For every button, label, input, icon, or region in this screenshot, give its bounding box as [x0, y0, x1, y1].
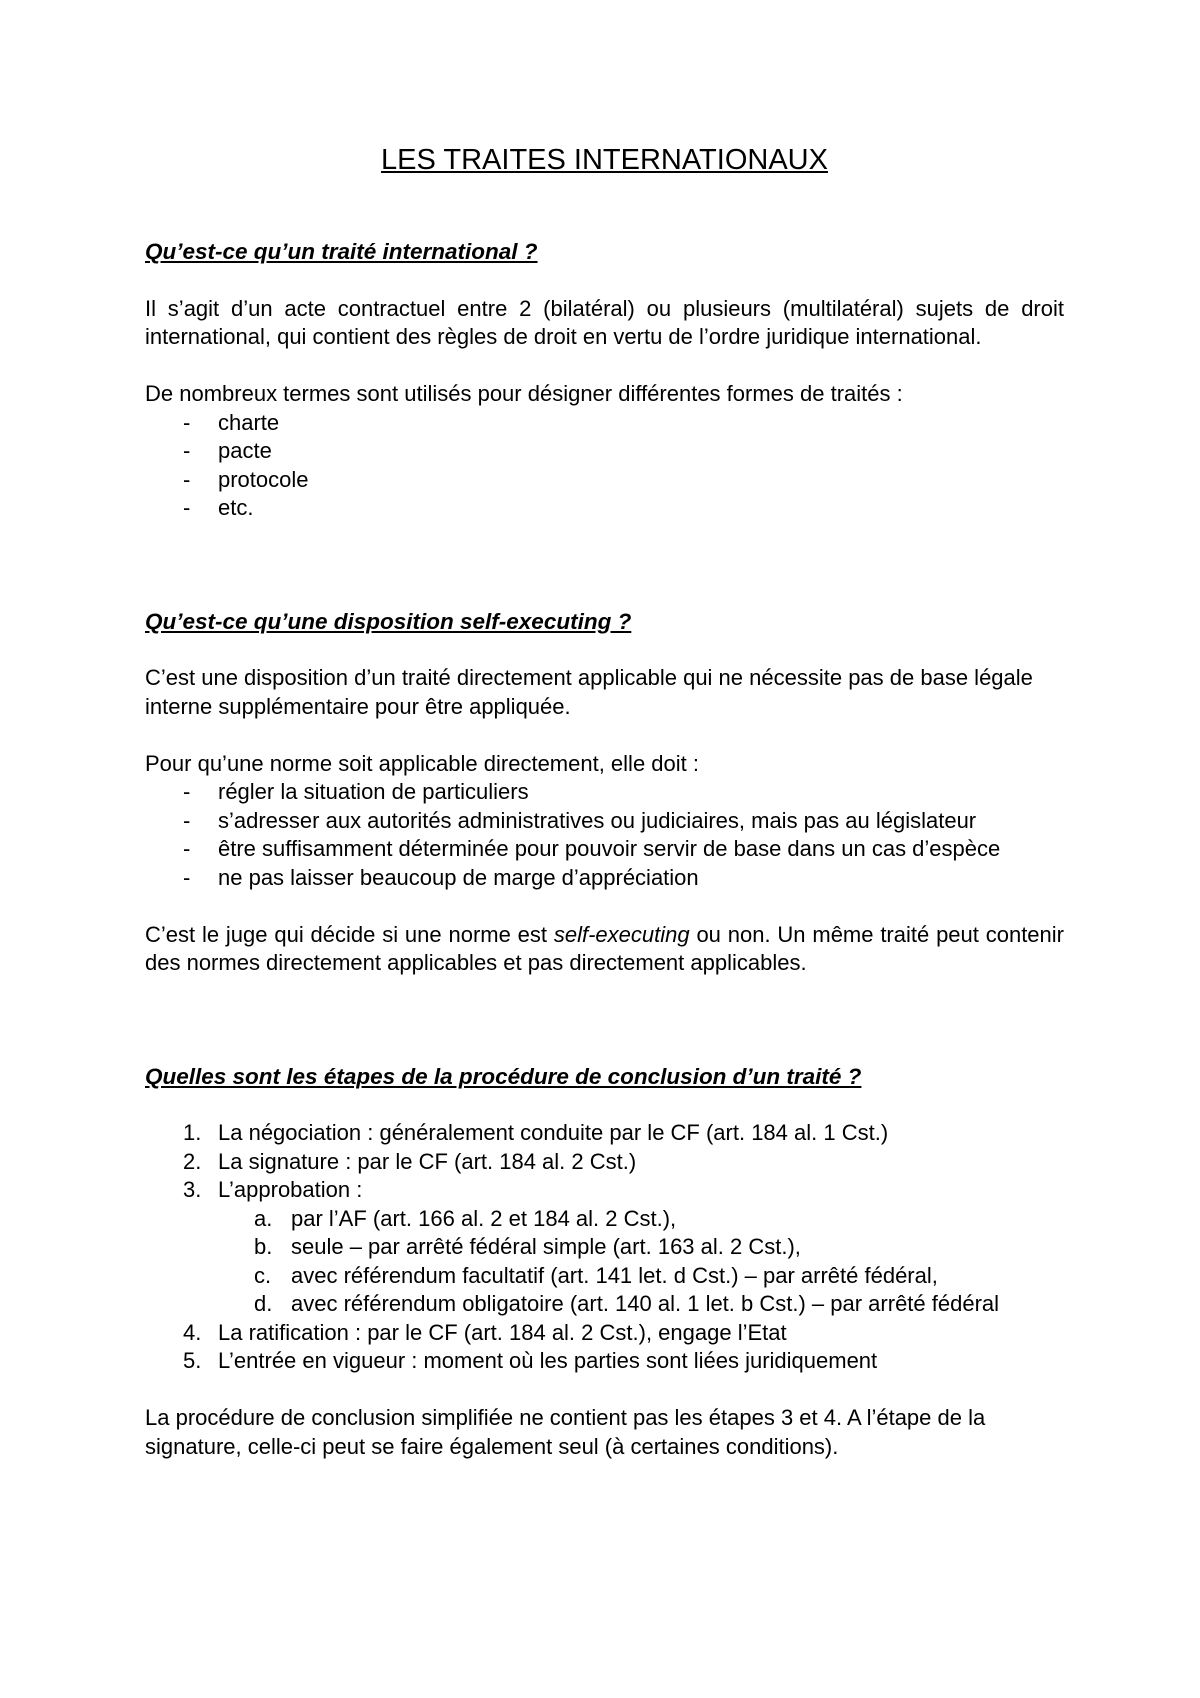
paragraph: Il s’agit d’un acte contractuel entre 2 (bilatéral) ou plusieurs (multilatéral) sujets de droit international, qui contient des règles de droit en vertu de l’ordre juridique international.: [145, 295, 1064, 349]
section-heading: Qu’est-ce qu’un traité international ?: [145, 239, 538, 264]
dash-bullet: -: [183, 864, 191, 890]
list-item: 5. L’entrée en vigueur : moment où les parties sont liées juridiquement: [183, 1348, 878, 1373]
list-item: b. seule – par arrêté fédéral simple (art. 163 al. 2 Cst.),: [254, 1234, 801, 1259]
paragraph: De nombreux termes sont utilisés pour désigner différentes formes de traités :: [145, 381, 903, 406]
list-item: - charte: [145, 409, 1064, 438]
list-item: 4. La ratification : par le CF (art. 184 al. 2 Cst.), engage l’Etat: [183, 1319, 787, 1345]
lettered-list: [145, 1205, 1064, 1319]
list-item: - etc.: [145, 494, 1064, 523]
paragraph: Pour qu’une norme soit applicable directement, elle doit :: [145, 750, 699, 776]
dash-bullet: -: [183, 779, 191, 804]
paragraph: La procédure de conclusion simplifiée ne contient pas les étapes 3 et 4. A l’étape de la signature, celle-ci peut se faire également seul (à certaines conditions).: [145, 1405, 986, 1459]
list-item: - s’adresser aux autorités administratives ou judiciaires, mais pas au législateur: [145, 807, 1064, 836]
dash-bullet: -: [183, 807, 191, 833]
section-heading: Qu’est-ce qu’une disposition self-executing ?: [145, 608, 632, 634]
section-heading: Quelles sont les étapes de la procédure de conclusion d’un traité ?: [145, 1063, 862, 1089]
dash-bullet: -: [183, 438, 191, 463]
bullet-list: [145, 409, 1064, 523]
list-item: c. avec référendum facultatif (art. 141 let. d Cst.) – par arrêté fédéral,: [254, 1262, 938, 1288]
paragraph: C’est une disposition d’un traité directement applicable qui ne nécessite pas de base légale interne supplémentaire pour être appliquée.: [145, 665, 1033, 719]
bullet-list: [145, 778, 1064, 892]
emphasis-term: self-executing: [553, 921, 690, 947]
list-item: - pacte: [145, 437, 1064, 466]
numbered-list: [145, 1319, 1064, 1376]
page-title: LES TRAITES INTERNATIONAUX: [381, 144, 828, 176]
list-item: 2. La signature : par le CF (art. 184 al. 2 Cst.): [183, 1148, 637, 1174]
section-procedure-conclusion: [145, 1063, 1064, 1462]
section-traite-international: [145, 238, 1064, 523]
dash-bullet: -: [183, 495, 191, 520]
numbered-list: [145, 1119, 1064, 1205]
dash-bullet: -: [183, 466, 191, 492]
list-item: - régler la situation de particuliers: [145, 778, 1064, 807]
dash-bullet: -: [183, 409, 191, 435]
dash-bullet: -: [183, 836, 191, 861]
list-item: - être suffisamment déterminée pour pouvoir servir de base dans un cas d’espèce: [145, 835, 1064, 864]
list-item: - ne pas laisser beaucoup de marge d’appréciation: [145, 864, 1064, 893]
list-item: 3. L’approbation :: [183, 1177, 363, 1202]
section-self-executing: [145, 608, 1064, 978]
list-item: d. avec référendum obligatoire (art. 140 al. 1 let. b Cst.) – par arrêté fédéral: [254, 1291, 1000, 1316]
list-item: a. par l’AF (art. 166 al. 2 et 184 al. 2 Cst.),: [254, 1205, 677, 1231]
list-item: 1. La négociation : généralement conduite par le CF (art. 184 al. 1 Cst.): [183, 1120, 889, 1145]
paragraph: C’est le juge qui décide si une norme est self-executing ou non. Un même traité peut contenir des normes directement applicables et pas directement applicables.: [145, 921, 1064, 975]
list-item: - protocole: [145, 466, 1064, 495]
